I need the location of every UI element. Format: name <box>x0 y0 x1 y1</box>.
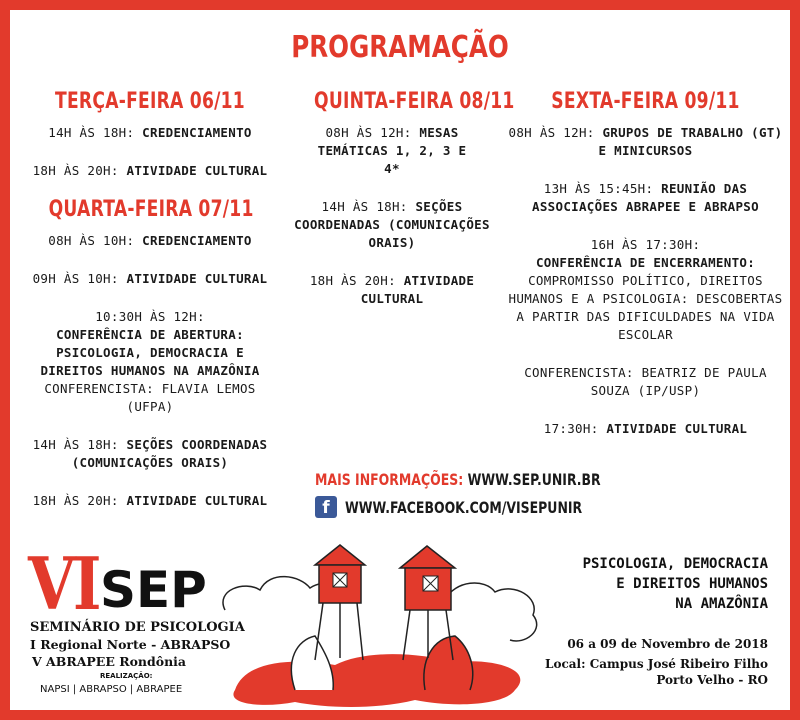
event-dates: 06 a 09 de Novembro de 2018 <box>567 637 768 651</box>
event-details <box>545 636 768 688</box>
schedule-event <box>292 198 492 252</box>
event-text: REUNIÃO DAS ASSOCIAÇÕES ABRAPEE E ABRAPSO <box>532 181 759 214</box>
event-time: 14H ÀS 18H: <box>48 125 135 140</box>
day-heading-friday: SEXTA-FEIRA 09/11 <box>551 89 740 114</box>
figure-right <box>424 636 473 690</box>
event-location: Local: Campus José Ribeiro Filho <box>545 657 768 671</box>
day-heading-wednesday: QUARTA-FEIRA 07/11 <box>48 197 254 222</box>
event-time: 16H ÀS 17:30H: <box>590 237 701 252</box>
schedule-event <box>20 492 280 510</box>
day-heading-tuesday: TERÇA-FEIRA 06/11 <box>55 89 245 114</box>
event-text: MESAS TEMÁTICAS 1, 2, 3 E 4* <box>317 125 467 176</box>
event-time: 08H ÀS 12H: <box>508 125 595 140</box>
schedule-event <box>20 232 280 250</box>
tagline-line: PSICOLOGIA, DEMOCRACIA <box>582 556 768 572</box>
schedule-event <box>508 420 783 438</box>
poster-frame <box>10 10 790 710</box>
event-topic: COMPROMISSO POLÍTICO, DIREITOS HUMANOS E A PSICOLOGIA: DESCOBERTAS A PARTIR DAS DIFICULDADES NA VIDA ESCOLAR <box>508 273 783 342</box>
logo-regional: I Regional Norte - ABRAPSO <box>30 637 231 652</box>
event-tagline <box>583 554 768 614</box>
event-text: CONFERÊNCIA DE ABERTURA: PSICOLOGIA, DEMOCRACIA E DIREITOS HUMANOS NA AMAZÔNIA <box>40 327 260 378</box>
event-text: CONFERÊNCIA DE ENCERRAMENTO: <box>535 255 756 270</box>
day-heading-thursday: QUINTA-FEIRA 08/11 <box>314 89 515 114</box>
event-time: 18H ÀS 20H: <box>309 273 396 288</box>
event-text: GRUPOS DE TRABALHO (GT) E MINICURSOS <box>598 125 783 158</box>
event-text: CREDENCIAMENTO <box>142 233 252 248</box>
house-left <box>315 545 365 660</box>
event-time: 17:30H: <box>543 421 599 436</box>
event-text: CREDENCIAMENTO <box>142 125 252 140</box>
event-time: 18H ÀS 20H: <box>32 493 119 508</box>
event-text: ATIVIDADE CULTURAL <box>126 271 268 286</box>
red-spill <box>233 654 520 707</box>
facebook-icon: f <box>315 496 337 518</box>
schedule-column-2 <box>292 88 515 328</box>
event-text: SEÇÕES COORDENADAS (COMUNICAÇÕES ORAIS) <box>294 199 490 250</box>
event-time: 14H ÀS 18H: <box>32 437 119 452</box>
tagline-line: NA AMAZÔNIA <box>675 596 768 612</box>
figure-left <box>291 636 333 690</box>
page-title: PROGRAMAÇÃO <box>291 30 509 65</box>
more-info <box>315 470 601 489</box>
facebook-row <box>315 496 649 518</box>
tagline-line: E DIREITOS HUMANOS <box>616 576 768 592</box>
event-time: 10:30H ÀS 12H: <box>95 309 205 324</box>
event-text: ATIVIDADE CULTURAL <box>126 163 268 178</box>
schedule-event <box>20 162 280 180</box>
schedule-event <box>20 436 280 472</box>
event-text: ATIVIDADE CULTURAL <box>606 421 748 436</box>
event-text: SEÇÕES COORDENADAS (COMUNICAÇÕES ORAIS) <box>71 437 268 470</box>
logo-abrapee: V ABRAPEE Rondônia <box>32 654 187 669</box>
website-link[interactable]: WWW.SEP.UNIR.BR <box>467 470 601 489</box>
event-text: ATIVIDADE CULTURAL <box>360 273 475 306</box>
logo-realizacao-label: REALIZAÇÃO: <box>100 672 153 680</box>
schedule-event <box>20 308 280 416</box>
schedule-column-3 <box>508 88 783 458</box>
event-time: 18H ÀS 20H: <box>32 163 119 178</box>
schedule-event <box>292 124 492 178</box>
logo-subtitle: SEMINÁRIO DE PSICOLOGIA <box>30 620 245 635</box>
facebook-link[interactable]: WWW.FACEBOOK.COM/VISEPUNIR <box>345 497 583 517</box>
event-banner <box>10 540 790 710</box>
cloud-outline <box>223 577 537 641</box>
schedule-event <box>20 270 280 288</box>
event-time: 14H ÀS 18H: <box>321 199 408 214</box>
schedule-event <box>508 236 783 344</box>
schedule-event <box>508 124 783 160</box>
stilt-houses-illustration <box>215 540 545 710</box>
more-info-label: MAIS INFORMAÇÕES: <box>315 470 464 489</box>
event-time: 09H ÀS 10H: <box>32 271 119 286</box>
event-time: 08H ÀS 12H: <box>325 125 412 140</box>
event-speaker: CONFERENCISTA: FLAVIA LEMOS (UFPA) <box>44 381 256 414</box>
event-time: 08H ÀS 10H: <box>48 233 135 248</box>
schedule-event <box>20 124 280 142</box>
schedule-event <box>292 272 492 308</box>
logo-organizers: NAPSI | ABRAPSO | ABRAPEE <box>40 684 183 695</box>
schedule-event <box>508 364 783 400</box>
logo-roman-numeral: VI <box>28 541 100 626</box>
logo-sep: SEP <box>100 561 207 619</box>
event-time: 13H ÀS 15:45H: <box>543 181 654 196</box>
schedule-column-1 <box>20 88 280 530</box>
schedule-event <box>508 180 783 216</box>
event-text: ATIVIDADE CULTURAL <box>126 493 268 508</box>
event-speaker: CONFERENCISTA: BEATRIZ DE PAULA SOUZA (IP/USP) <box>524 365 767 398</box>
event-city: Porto Velho - RO <box>656 673 768 687</box>
